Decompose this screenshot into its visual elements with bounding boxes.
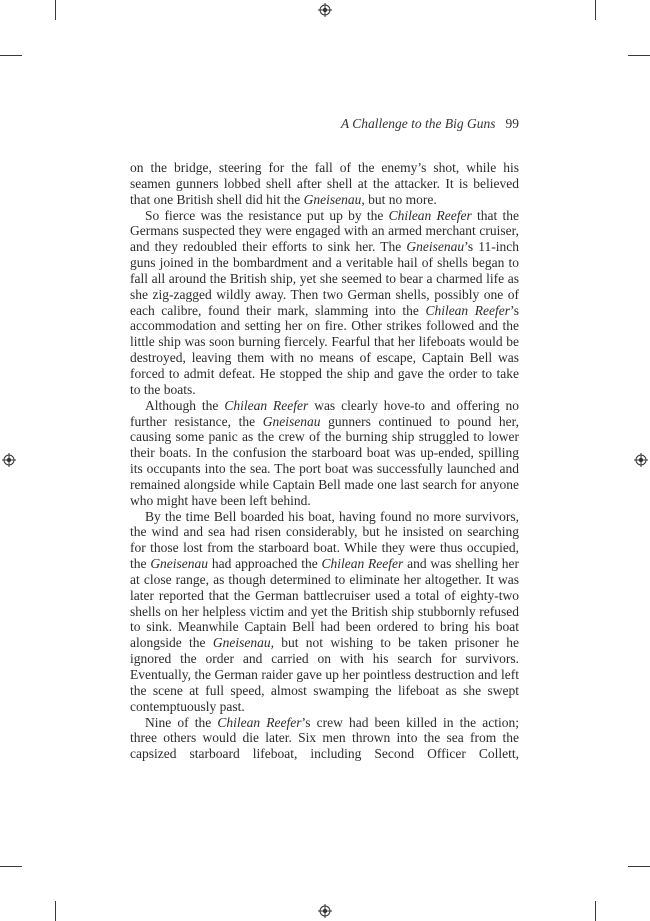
crop-mark [595, 901, 596, 921]
italic-text: Chilean Reefer [217, 714, 302, 730]
text-run: By the time Bell boarded his boat, having found no more survivors, the wind and sea had risen considerably, but he insisted on searching for those lost from the starboard boat. While they were thus occupied, the [130, 508, 519, 572]
crop-mark [0, 55, 22, 56]
paragraph [130, 509, 519, 715]
text-run: had approached the [208, 556, 322, 572]
text-run: So fierce was the resistance put up by the [145, 207, 389, 223]
text-run: gunners continued to pound her, causing some panic as the crew of the burning ship struggled to lower their boats. In the confusion the starboard boat was up-ended, spilling its occupants into the sea. The port boat was successfully launched and remained alongside while Captain Bell made one last search for anyone who might have been left behind. [130, 413, 519, 508]
italic-text: Chilean Reefer [224, 397, 309, 413]
italic-text: Gneisenau, [212, 635, 274, 651]
italic-text: Chilean Reefer [388, 207, 472, 223]
registration-mark-icon [318, 904, 332, 918]
running-title: A Challenge to the Big Guns [340, 116, 496, 131]
crop-mark [55, 0, 56, 20]
text-run: ’s 11-inch guns joined in the bombardment and a veritable hail of shells began to fall all around the British ship, yet she seemed to bear a charmed life as she zig-zagged wildly away. Then two German shells, possibly one of each calibre, found their mark, slamming into the [130, 239, 519, 318]
italic-text: Chilean Reefer [321, 556, 404, 572]
crop-mark [595, 0, 596, 20]
text-run: was clearly hove-to and offering no further resistance, the [130, 397, 520, 429]
page-number: 99 [505, 116, 519, 131]
italic-text: Gneisenau [262, 413, 321, 429]
text-run: Nine of the [145, 714, 218, 730]
text-run: on the bridge, steering for the fall of the enemy’s shot, while his seamen gunners lobbed shell after shell at the attacker. It is believed that one British shell did hit the [130, 160, 519, 207]
text-run: that the Germans suspected they were engaged with an armed merchant cruiser, and they redoubled their efforts to sink her. The [130, 207, 519, 255]
registration-mark-icon [318, 3, 332, 17]
italic-text: Gneisenau [406, 239, 465, 255]
crop-mark [55, 901, 56, 921]
crop-mark [628, 55, 650, 56]
text-run: ’s accommodation and setting her on fire. Other strikes followed and the little ship was soon burning fiercely. Fearful that her lifeboats would be destroyed, leaving them with no means of escape, Captain Bell was forced to admit defeat. He stopped the ship and gave the order to take to the boats. [130, 302, 519, 397]
italic-text: Gneisenau [150, 556, 209, 572]
paragraph [130, 398, 519, 509]
paragraph [130, 208, 519, 398]
italic-text: Chilean Reefer [425, 302, 510, 318]
registration-mark-icon [2, 453, 16, 467]
text-run: but not wishing to be taken prisoner he ignored the order and carried on with his search for survivors. Eventually, the German raider gave up her pointless destruction and left the scene at full speed, almost swamping the lifeboat as she swept contemptuously past. [130, 635, 520, 714]
registration-mark-icon [634, 453, 648, 467]
text-run: ’s crew had been killed in the action; three others would die later. Six men thrown into the sea from the capsized starboard lifeboat, including Second Officer Collett, [130, 714, 520, 762]
crop-mark [628, 866, 650, 867]
running-header [130, 116, 519, 132]
text-run: , but no more. [361, 191, 437, 207]
paragraph [130, 160, 519, 208]
paragraph [130, 715, 519, 763]
crop-mark [0, 866, 22, 867]
italic-text: Gneisenau [303, 191, 362, 207]
text-run: and was shelling her at close range, as though determined to eliminate her altogether. It was later reported that the German battlecruiser used a total of eighty-two shells on her helpless victim and yet the British ship stubbornly refused to sink. Meanwhile Captain Bell had been ordered to bring his boat alongside the [130, 556, 520, 651]
body-text [130, 160, 519, 762]
text-run: Although the [145, 397, 225, 413]
